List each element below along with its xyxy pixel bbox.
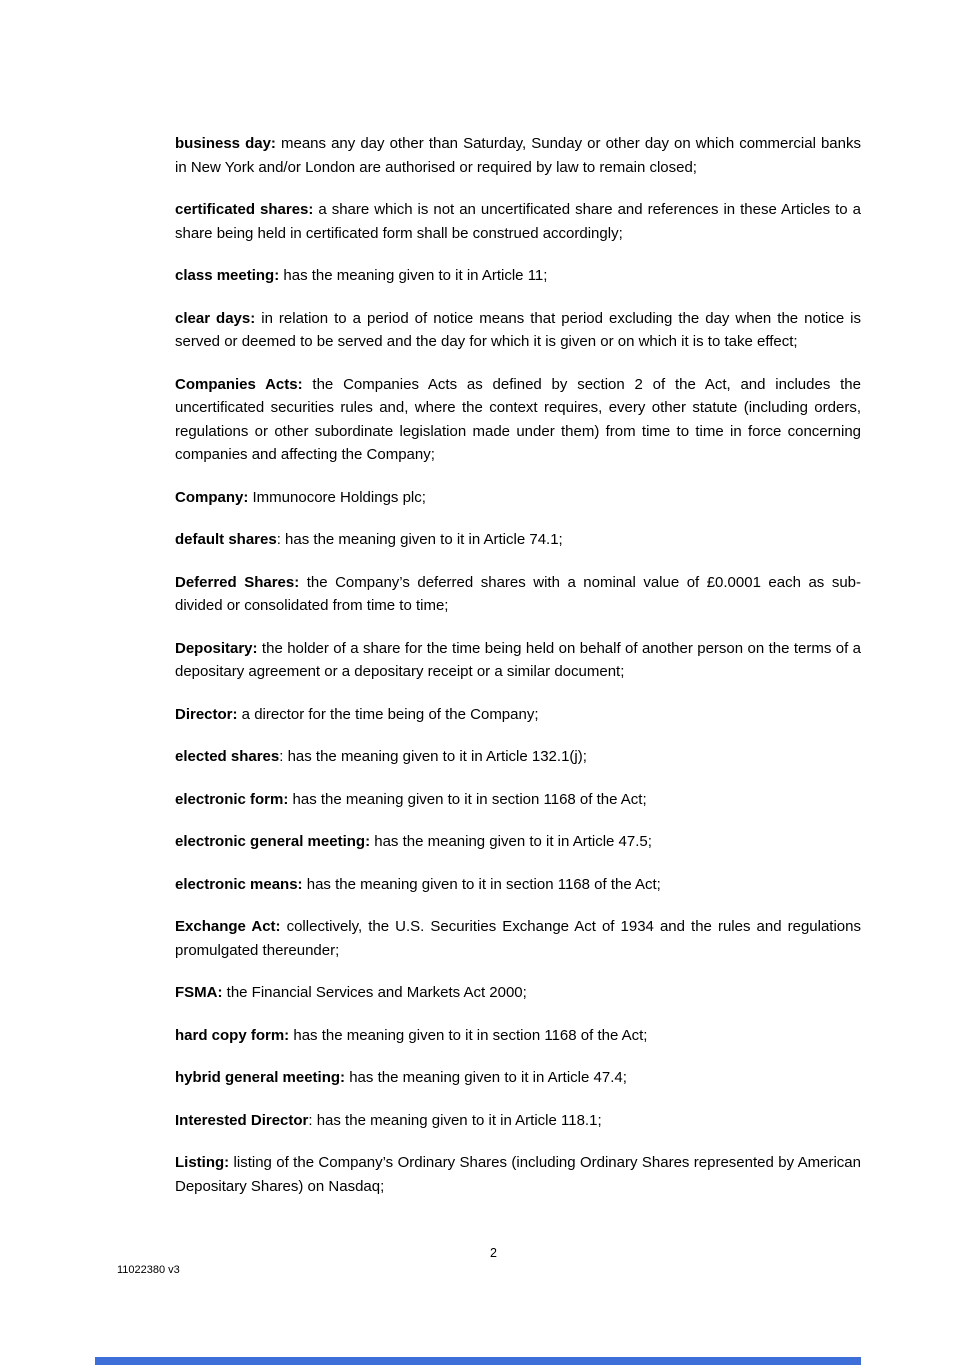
definition-text: has the meaning given to it in section 1168 of the Act; <box>302 875 661 893</box>
definition-paragraph <box>175 703 861 727</box>
definition-text: : has the meaning given to it in Article 118.1; <box>308 1111 602 1129</box>
definition-text: collectively, the U.S. Securities Exchange Act of 1934 and the rules and regulations promulgated thereunder; <box>175 918 861 959</box>
definition-paragraph <box>175 1024 861 1048</box>
definition-paragraph <box>175 830 861 854</box>
definition-term: electronic means: <box>175 875 303 893</box>
definition-term: Deferred Shares: <box>175 573 300 591</box>
definition-term: Company: <box>175 488 249 506</box>
definition-term: electronic general meeting: <box>175 833 371 850</box>
definition-text: means any day other than Saturday, Sunday or other day on which commercial banks in New York and/or London are authorised or required by law to remain closed; <box>175 135 861 176</box>
definition-text: has the meaning given to it in Article 47.5; <box>370 833 652 850</box>
definition-term: class meeting: <box>175 267 280 284</box>
definition-paragraph <box>175 981 861 1005</box>
definition-term: FSMA: <box>175 984 223 1001</box>
definition-paragraph <box>175 528 861 552</box>
definition-term: Listing: <box>175 1154 230 1171</box>
definition-term: electronic form: <box>175 790 289 808</box>
definition-text: Immunocore Holdings plc; <box>248 488 426 506</box>
definition-paragraph <box>175 264 861 288</box>
definition-text: a director for the time being of the Company; <box>237 705 539 723</box>
document-id-footer: 11022380 v3 <box>117 1264 180 1276</box>
definition-term: Interested Director <box>175 1111 309 1129</box>
definition-term: Companies Acts: <box>175 375 303 393</box>
definition-term: business day: <box>175 135 276 152</box>
definition-paragraph <box>175 1151 861 1198</box>
definition-term: Exchange Act: <box>175 918 281 935</box>
definition-text: has the meaning given to it in Article 47.4; <box>345 1069 627 1086</box>
definition-text: has the meaning given to it in section 1168 of the Act; <box>289 1026 648 1044</box>
definition-term: hard copy form: <box>175 1026 290 1044</box>
definition-text: : has the meaning given to it in Article 132.1(j); <box>279 748 587 765</box>
page-number: 2 <box>490 1246 497 1260</box>
definition-term: default shares <box>175 531 277 548</box>
definition-text: the holder of a share for the time being held on behalf of another person on the terms of a depositary agreement or a depositary receipt or a similar document; <box>175 639 861 680</box>
definition-paragraph <box>175 1066 861 1090</box>
definition-paragraph <box>175 571 861 618</box>
definition-text: has the meaning given to it in section 1168 of the Act; <box>288 790 647 808</box>
definition-text: the Financial Services and Markets Act 2000; <box>222 984 527 1001</box>
definition-term: Depositary: <box>175 639 258 657</box>
definition-text: : has the meaning given to it in Article 74.1; <box>276 531 563 548</box>
definition-paragraph <box>175 198 861 245</box>
definition-term: certificated shares: <box>175 201 314 218</box>
definition-paragraph <box>175 373 861 467</box>
definition-paragraph <box>175 915 861 962</box>
definition-text: the Companies Acts as defined by section 2 of the Act, and includes the uncertificated securities rules and, where the context requires, every other statute (including orders, regulations or other subordinate legislation made under them) from time to time in force concerning companies and affecting the Company; <box>175 375 861 463</box>
definition-paragraph <box>175 637 861 684</box>
definition-paragraph <box>175 132 861 179</box>
definition-text: listing of the Company’s Ordinary Shares (including Ordinary Shares represented by American Depositary Shares) on Nasdaq; <box>175 1154 861 1195</box>
definition-text: the Company’s deferred shares with a nominal value of £0.0001 each as sub-divided or consolidated from time to time; <box>175 573 861 614</box>
bottom-accent-bar <box>95 1357 861 1365</box>
definition-paragraph <box>175 1109 861 1133</box>
definition-paragraph <box>175 745 861 769</box>
definition-paragraph <box>175 788 861 812</box>
definitions-section <box>175 132 861 1198</box>
definition-text: in relation to a period of notice means that period excluding the day when the notice is served or deemed to be served and the day for which it is given or on which it is to take effect; <box>175 309 862 350</box>
definition-paragraph <box>175 873 861 897</box>
definition-text: a share which is not an uncertificated share and references in these Articles to a share being held in certificated form shall be construed accordingly; <box>175 201 861 242</box>
definition-term: hybrid general meeting: <box>175 1069 346 1086</box>
definition-term: elected shares <box>175 748 280 765</box>
definition-text: has the meaning given to it in Article 11; <box>279 267 548 284</box>
definition-paragraph <box>175 486 861 510</box>
definition-term: clear days: <box>175 309 256 327</box>
definition-term: Director: <box>175 705 238 723</box>
definition-paragraph <box>175 307 861 354</box>
